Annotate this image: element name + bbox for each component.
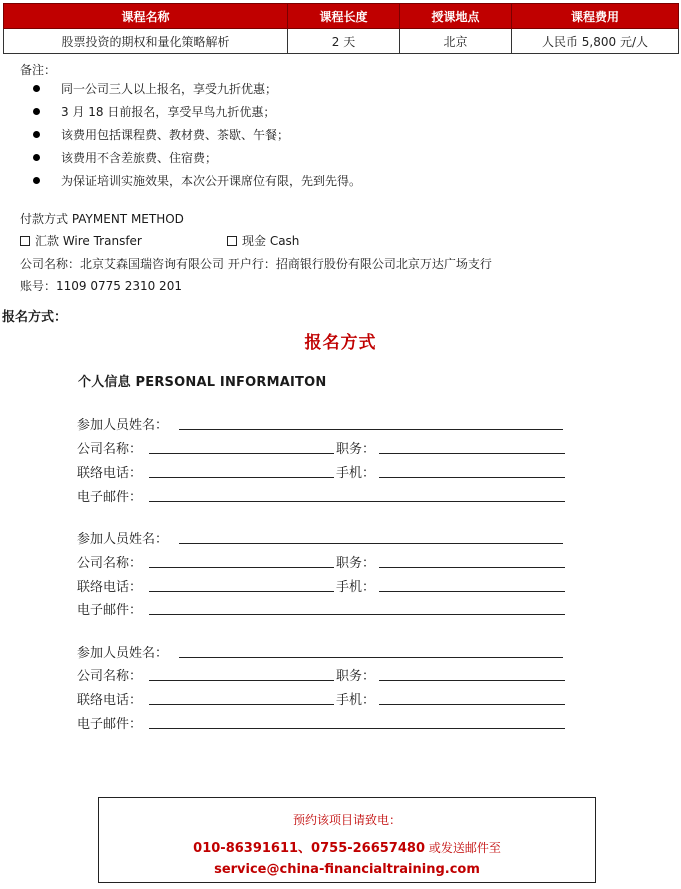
company-input[interactable] bbox=[149, 680, 334, 681]
name-input[interactable] bbox=[179, 657, 563, 658]
email-input[interactable] bbox=[149, 614, 565, 615]
name-input[interactable] bbox=[179, 543, 563, 544]
table-row bbox=[4, 29, 679, 54]
mobile-input[interactable] bbox=[379, 591, 565, 592]
phone-label: 联络电话： bbox=[77, 580, 143, 595]
contact-email[interactable]: service@china-financialtraining.com bbox=[214, 862, 480, 877]
phone-input[interactable] bbox=[149, 477, 334, 478]
payment-option-wire[interactable] bbox=[20, 232, 142, 249]
payment-title: 付款方式 PAYMENT METHOD bbox=[20, 212, 184, 226]
name-label: 参加人员姓名： bbox=[77, 418, 169, 433]
header-course-length: 课程长度 bbox=[288, 4, 400, 29]
phone-label: 联络电话： bbox=[77, 466, 143, 481]
account-number: 账号：1109 0775 2310 201 bbox=[20, 279, 182, 293]
note-text: 该费用包括课程费、教材费、茶歇、午餐； bbox=[61, 128, 290, 142]
name-label: 参加人员姓名： bbox=[77, 646, 169, 661]
company-label: 公司名称： bbox=[77, 442, 143, 457]
bullet-icon bbox=[33, 154, 40, 161]
email-input[interactable] bbox=[149, 501, 565, 502]
mobile-input[interactable] bbox=[379, 704, 565, 705]
note-text: 为保证培训实施效果，本次公开课席位有限，先到先得。 bbox=[61, 174, 362, 188]
contact-prompt: 预约该项目请致电： bbox=[292, 813, 401, 827]
registration-label: 报名方式： bbox=[2, 310, 68, 325]
phone-input[interactable] bbox=[149, 591, 334, 592]
position-input[interactable] bbox=[379, 680, 565, 681]
personal-info-heading: 个人信息 PERSONAL INFORMAITON bbox=[78, 375, 327, 390]
contact-phones-line bbox=[99, 837, 595, 856]
name-input[interactable] bbox=[179, 429, 563, 430]
cell-fee: 人民币 5,800 元/人 bbox=[512, 29, 679, 54]
bullet-icon bbox=[33, 85, 40, 92]
email-input[interactable] bbox=[149, 728, 565, 729]
header-course-name: 课程名称 bbox=[4, 4, 288, 29]
company-input[interactable] bbox=[149, 453, 334, 454]
phone-input[interactable] bbox=[149, 704, 334, 705]
registration-title: 报名方式 bbox=[304, 333, 377, 353]
contact-box bbox=[98, 797, 596, 883]
email-label: 电子邮件： bbox=[77, 490, 143, 505]
note-text: 3 月 18 日前报名，享受早鸟九折优惠； bbox=[61, 105, 276, 119]
position-input[interactable] bbox=[379, 567, 565, 568]
bullet-icon bbox=[33, 177, 40, 184]
header-fee: 课程费用 bbox=[512, 4, 679, 29]
phone-label: 联络电话： bbox=[77, 693, 143, 708]
name-label: 参加人员姓名： bbox=[77, 532, 169, 547]
course-table bbox=[3, 3, 679, 54]
cash-label: 现金 Cash bbox=[242, 234, 300, 248]
contact-or-email: 或发送邮件至 bbox=[425, 841, 501, 855]
mobile-input[interactable] bbox=[379, 477, 565, 478]
bullet-icon bbox=[33, 108, 40, 115]
company-input[interactable] bbox=[149, 567, 334, 568]
email-label: 电子邮件： bbox=[77, 717, 143, 732]
checkbox-icon[interactable] bbox=[20, 236, 30, 246]
cell-course-length: 2 天 bbox=[288, 29, 400, 54]
bullet-icon bbox=[33, 131, 40, 138]
position-label: 职务： bbox=[336, 669, 376, 684]
cell-location: 北京 bbox=[400, 29, 512, 54]
checkbox-icon[interactable] bbox=[227, 236, 237, 246]
cell-course-name: 股票投资的期权和量化策略解析 bbox=[4, 29, 288, 54]
wire-label: 汇款 Wire Transfer bbox=[35, 234, 142, 248]
mobile-label: 手机： bbox=[336, 693, 376, 708]
company-label: 公司名称： bbox=[77, 669, 143, 684]
course-table-header bbox=[4, 4, 679, 29]
header-location: 授课地点 bbox=[400, 4, 512, 29]
bank-info: 公司名称：北京艾森国瑞咨询有限公司 开户行：招商银行股份有限公司北京万达广场支行 bbox=[20, 257, 492, 271]
position-label: 职务： bbox=[336, 556, 376, 571]
email-label: 电子邮件： bbox=[77, 603, 143, 618]
company-label: 公司名称： bbox=[77, 556, 143, 571]
payment-option-cash[interactable] bbox=[227, 232, 299, 249]
position-input[interactable] bbox=[379, 453, 565, 454]
note-text: 同一公司三人以上报名，享受九折优惠； bbox=[61, 82, 278, 96]
mobile-label: 手机： bbox=[336, 580, 376, 595]
notes-label: 备注： bbox=[20, 63, 57, 77]
mobile-label: 手机： bbox=[336, 466, 376, 481]
note-text: 该费用不含差旅费、住宿费； bbox=[61, 151, 218, 165]
contact-phones: 010-86391611、0755-26657480 bbox=[193, 841, 425, 856]
position-label: 职务： bbox=[336, 442, 376, 457]
